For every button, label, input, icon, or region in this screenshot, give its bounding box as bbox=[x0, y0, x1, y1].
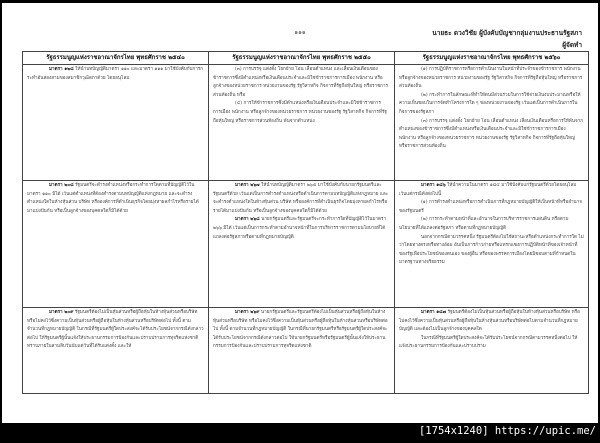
page-number: ๑๑๑ bbox=[294, 29, 306, 36]
section-paragraph: (๑) การปฏิบัติราชการหรือการดำเนินงานในหน้าที่ประจำของข้าราชการ พนักงานหรือลูกจ้างของหน่วยราชการ หน่วยงานของรัฐ รัฐวิสาหกิจ กิจการที่รัฐถือหุ้นใหญ่ หรือราชการส่วนท้องถิ่น bbox=[399, 67, 583, 90]
section-paragraph: มาตรา ๒๐๘ รัฐมนตรีจะดำรงตำแหน่งหรือกระทำการใดตามที่บัญญัติไว้ในมาตรา ๑๑๐ มิได้ เว้นแต่ตำแหน่งที่ต้องดำรงตามบทบัญญัติแห่งกฎหมาย และจะดำรงตำแหน่งใดในห้างหุ้นส่วน บริษัท หรือองค์การที่ดำเนินธุรกิจโดยมุ่งหาผลกำไรหรือรายได้มาแบ่งปันกัน หรือเป็นลูกจ้างของบุคคลใดก็มิได้ด้วย bbox=[27, 183, 199, 214]
author-role: ผู้จัดทำ bbox=[562, 41, 582, 49]
cell-2560 bbox=[395, 308, 589, 394]
section-paragraph: ในกรณีที่รัฐมนตรีผู้ใดประสงค์จะได้รับประโยชน์จากกรณีตามวรรคหนึ่งต่อไป ให้แจ้งประธานกรรมการป้องกันและปราบปราม bbox=[399, 335, 578, 350]
section-paragraph: มาตรา ๒๖๗ ให้นำบทบัญญัติมาตรา ๒๖๕ มาใช้บังคับกับนายกรัฐมนตรีและรัฐมนตรีด้วย เว้นแต่เป็นการดำรงตำแหน่งหรือดำเนินการตามบทบัญญัติแห่งกฎหมาย และจะดำรงตำแหน่งใดในห้างหุ้นส่วน บริษัท หรือองค์การที่ดำเนินธุรกิจโดยมุ่งหาผลกำไรหรือรายได้มาแบ่งปันกัน หรือเป็นลูกจ้างของบุคคลใดก็มิได้ด้วย bbox=[213, 183, 389, 214]
section-paragraph: มาตรา ๒๐๙ รัฐมนตรีต้องไม่เป็นหุ้นส่วนหรือผู้ถือหุ้นในห้างหุ้นส่วนหรือบริษัท หรือไม่คงไว้ซึ่งความเป็นหุ้นส่วนหรือผู้ถือหุ้นในห้างหุ้นส่วนหรือบริษัทต่อไป ทั้งนี้ ตามจำนวนที่กฎหมายบัญญัติ ในกรณีที่รัฐมนตรีผู้ใดประสงค์จะได้รับประโยชน์จากกรณีดังกล่าวต่อไป ให้รัฐมนตรีผู้นั้นแจ้งให้ประธานกรรมการป้องกันและปราบปรามการทุจริตแห่งชาติทราบภายในสามสิบวันนับแต่วันที่ได้รับแต่งตั้ง และให้ bbox=[27, 310, 204, 350]
cell-2540 bbox=[23, 65, 209, 181]
section-paragraph: (๓) การบรรจุ แต่งตั้ง โยกย้าย โอน เลื่อนตำแหน่ง เลื่อนเงินเดือนหรือการให้พ้นจากตำแหน่งของข้าราชการซึ่งมีตำแหน่งหรือเงินเดือนประจำและมิใช่ข้าราชการการเมือง พนักงาน หรือลูกจ้างของหน่วยราชการ หน่วยงานของรัฐ รัฐวิสาหกิจ กิจการที่รัฐถือหุ้นใหญ่ หรือราชการส่วนท้องถิ่น bbox=[399, 118, 584, 150]
section-paragraph: มาตรา ๒๖๙ นายกรัฐมนตรีและรัฐมนตรีต้องไม่เป็นหุ้นส่วนหรือผู้ถือหุ้นในห้างหุ้นส่วนหรือบริษัท หรือไม่คงไว้ซึ่งความเป็นหุ้นส่วนหรือผู้ถือหุ้นในห้างหุ้นส่วนหรือบริษัทต่อไป ทั้งนี้ ตามจำนวนที่กฎหมายบัญญัติ ในกรณีที่นายกรัฐมนตรีหรือรัฐมนตรีผู้ใดประสงค์จะได้รับประโยชน์จากกรณีดังกล่าวต่อไป ให้นายกรัฐมนตรีหรือรัฐมนตรีผู้นั้นแจ้งให้ประธานกรรมการป้องกันและปราบปรามการทุจริตแห่งชาติ bbox=[213, 310, 388, 350]
cell-2560 bbox=[395, 181, 589, 308]
table-header-row bbox=[23, 52, 589, 65]
header-2550: รัฐธรรมนูญแห่งราชอาณาจักรไทย พุทธศักราช ๒๕๕๐ bbox=[209, 52, 395, 65]
header-2560: รัฐธรรมนูญแห่งราชอาณาจักรไทย พุทธศักราช ๒๕๖๐ bbox=[395, 52, 589, 65]
section-paragraph: มาตรา ๑๘๗ รัฐมนตรีต้องไม่เป็นหุ้นส่วนหรือผู้ถือหุ้นในห้างหุ้นส่วนหรือบริษัท หรือไม่คงไว้ซึ่งความเป็นหุ้นส่วนหรือผู้ถือหุ้นในห้างหุ้นส่วนหรือบริษัทต่อไปตามจำนวนที่กฎหมายบัญญัติ และต้องไม่เป็นลูกจ้างของบุคคลใด bbox=[399, 310, 580, 333]
author-block bbox=[432, 27, 582, 51]
table-row bbox=[23, 308, 589, 394]
cell-2550 bbox=[209, 181, 395, 308]
table-row bbox=[23, 65, 589, 181]
cell-2560 bbox=[395, 65, 589, 181]
section-paragraph: นอกจากกรณีตามวรรคหนึ่ง รัฐมนตรีต้องไม่ใช้สถานะหรือตำแหน่งกระทำการใด ไม่ว่าโดยทางตรงหรือทางอ้อม อันเป็นการก้าวก่ายหรือแทรกแซงการปฏิบัติหน้าที่ของเจ้าหน้าที่ของรัฐเพื่อประโยชน์ของตนเอง ของผู้อื่น หรือของพรรคการเมืองโดยมิชอบตามที่กำหนดในมาตรฐานทางจริยธรรม bbox=[399, 234, 584, 266]
table-row bbox=[23, 181, 589, 308]
section-paragraph: (๔) การให้ข้าราชการซึ่งมีตำแหน่งหรือเงินเดือนประจำและมิใช่ข้าราชการการเมือง พนักงาน หรือลูกจ้างของหน่วยราชการ หน่วยงานของรัฐ รัฐวิสาหกิจ กิจการที่รัฐถือหุ้นใหญ่ หรือราชการส่วนท้องถิ่น พ้นจากตำแหน่ง bbox=[213, 101, 387, 124]
section-paragraph: มาตรา ๑๒๘ ให้นำบทบัญญัติมาตรา ๑๑๐ และมาตรา ๑๑๑ มาใช้บังคับกับการกระทำอันสองสามของสมาชิกวุฒิสภาด้วย โดยอนุโลม bbox=[27, 67, 204, 81]
header-2540: รัฐธรรมนูญแห่งราชอาณาจักรไทย พุทธศักราช ๒๕๔๐ bbox=[23, 52, 209, 65]
document-page bbox=[2, 3, 598, 423]
constitution-comparison-table bbox=[22, 51, 589, 394]
author-name: นายธะ ดวงวิชัย ผู้บังคับบัญชากลุ่มงานประธานรัฐสภา bbox=[432, 29, 582, 37]
cell-2540 bbox=[23, 181, 209, 308]
cell-2540 bbox=[23, 308, 209, 394]
section-paragraph: (๒) กระทำการในลักษณะที่ทำให้ตนมีส่วนร่วมในการใช้จ่ายเงินงบประมาณหรือให้ความเห็นชอบในการจัดทำโครงการใด ๆ ของหน่วยงานของรัฐ เว้นแต่เป็นการดำเนินการในกิจการของรัฐสภา bbox=[399, 92, 581, 115]
section-paragraph: (๓) การบรรจุ แต่งตั้ง โยกย้าย โอน เลื่อนตำแหน่ง และเลื่อนเงินเดือนของข้าราชการซึ่งมีตำแหน่งหรือเงินเดือนประจำและมิใช่ข้าราชการการเมือง พนักงาน หรือลูกจ้างของหน่วยราชการ หน่วยงานของรัฐ รัฐวิสาหกิจ กิจการที่รัฐถือหุ้นใหญ่ หรือราชการส่วนท้องถิ่น หรือ bbox=[213, 67, 389, 98]
cell-2550 bbox=[209, 65, 395, 181]
section-paragraph: (๒) การกระทำตามหน้าที่และอำนาจในการบริหารราชการแผ่นดิน หรือตามนโยบายที่ได้แถลงต่อรัฐสภา หรือตามที่กฎหมายบัญญัติ bbox=[399, 217, 569, 231]
section-paragraph: มาตรา ๑๘๖ ให้นำความในมาตรา ๑๘๔ มาใช้บังคับแก่รัฐมนตรีด้วยโดยอนุโลม เว้นแต่กรณีดังต่อไปนี้ bbox=[399, 183, 577, 197]
section-paragraph: (๑) การดำรงตำแหน่งหรือการดำเนินการที่กฎหมายบัญญัติให้เป็นหน้าที่หรืออำนาจของรัฐมนตรี bbox=[399, 200, 582, 214]
cell-2550 bbox=[209, 308, 395, 394]
section-paragraph: มาตรา ๒๖๘ นายกรัฐมนตรีและรัฐมนตรีจะกระทำการใดที่บัญญัติไว้ในมาตรา ๒๖๖ มิได้ เว้นแต่เป็นการกระทำตามอำนาจหน้าที่ในการบริหารราชการตามนโยบายที่ได้แถลงต่อรัฐสภาหรือตามที่กฎหมายบัญญัติ bbox=[213, 217, 387, 240]
image-host-watermark: [1754x1240] https://upic.me/ bbox=[418, 425, 596, 437]
